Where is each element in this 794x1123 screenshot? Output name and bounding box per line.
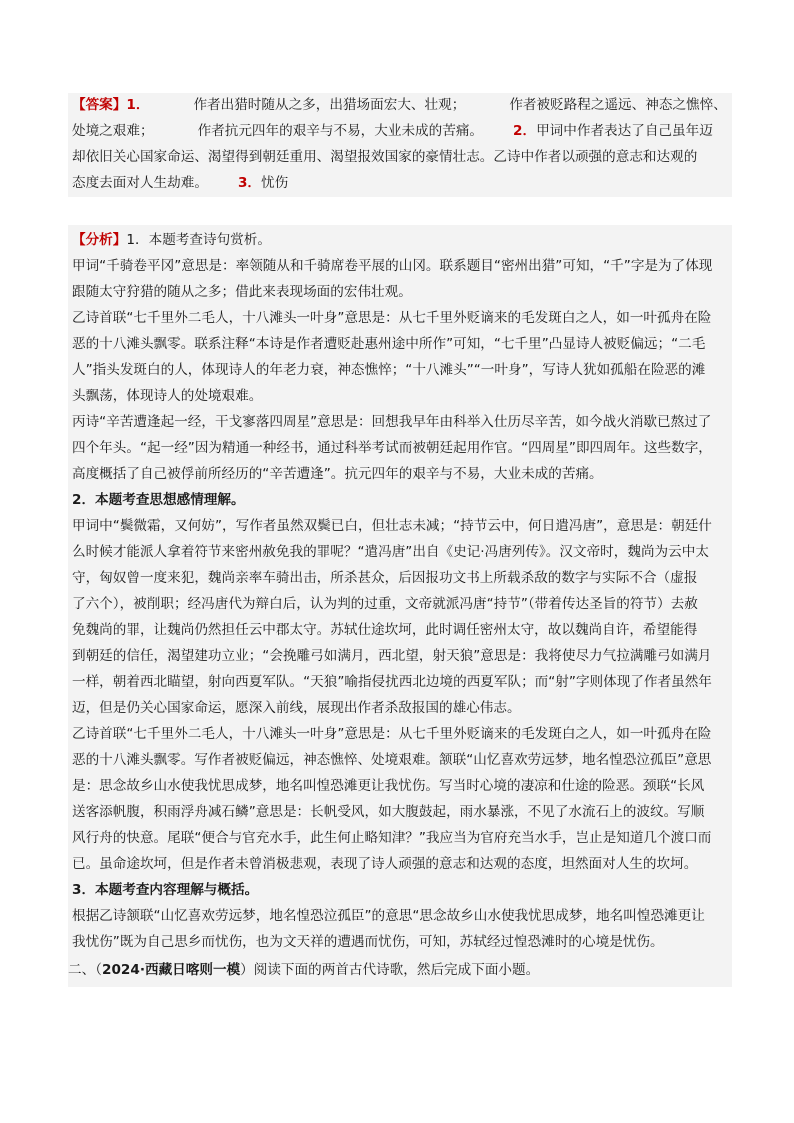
analysis-line: 甲词“千骑卷平冈”意思是：率领随从和千骑席卷平展的山冈。联系题目“密州出猎”可知，“千”字是为了体现 [72,258,713,274]
answer-text: 甲词中作者表达了自己虽年迈 [536,123,713,139]
analysis-tag: 【分析】 [72,232,127,248]
analysis-line: 我忧伤”既为自己思乡而忧伤，也为文天祥的遭遇而忧伤，可知，苏轼经过惶恐滩时的心境是忧伤。 [72,934,664,950]
analysis-line: 乙诗首联“七千里外二毛人，十八滩头一叶身”意思是：从七千里外贬谪来的毛发斑白之人，如一叶孤舟在险 [72,310,712,326]
answer-text: 作者出猎时随从之多，出猎场面宏大、壮观； [193,97,466,113]
answer-num-1: 1． [126,97,150,113]
question-heading [68,957,728,983]
analysis-heading: 1．本题考查诗句赏析。 [126,232,271,248]
answer-line-4 [72,170,732,196]
analysis-line: 头飘荡，体现诗人的处境艰难。 [72,388,263,404]
answer-line-1 [72,92,732,118]
exam-source: 2024·西藏日喀则一模 [101,962,241,978]
answer-text: 处境之艰难； [72,123,154,139]
answer-text: 作者被贬路程之遥远、神态之憔悴、 [509,97,727,113]
analysis-line: 么时候才能派人拿着符节来密州赦免我的罪呢？“遣冯唐”出自《史记·冯唐列传》。汉文帝时，魏尚为云中太 [72,544,709,560]
analysis-line: 免魏尚的罪，让魏尚仍然担任云中郡太守。苏轼仕途坎坷，此时调任密州太守，故以魏尚自许，希望能得 [72,622,698,638]
analysis-line: 恶的十八滩头飘零。写作者被贬偏远，神态憔悴、处境艰难。颔联“山忆喜欢劳远梦，地名惶恐泣孤臣”意思 [72,752,712,768]
analysis-line: 已。虽命途坎坷，但是作者未曾消极悲观，表现了诗人顽强的意志和达观的态度，坦然面对人生的坎坷。 [72,856,698,872]
analysis-line: 迈，但是仍关心国家命运，愿深入前线，展现出作者杀敌报国的雄心伟志。 [72,700,521,716]
analysis-line: 到朝廷的信任，渴望建功立业；“会挽雕弓如满月，西北望，射天狼”意思是：我将使尽力气拉满雕弓如满月 [72,648,712,664]
question-prefix: 二、（ [68,962,102,978]
analysis-head-3: 3．本题考查内容理解与概括。 [72,882,259,898]
analysis-line: 高度概括了自己被俘前所经历的“辛苦遭逢”。抗元四年的艰辛与不易，大业未成的苦痛。 [72,466,603,482]
analysis-line: 根据乙诗颔联“山忆喜欢劳远梦，地名惶恐泣孤臣”的意思“思念故乡山水使我忧思成梦，地名叫惶恐滩更让 [72,908,705,924]
answer-text: 忧伤 [261,175,289,191]
analysis-line: 丙诗“辛苦遭逢起一经，干戈寥落四周星”意思是：回想我早年由科举入仕历尽辛苦，如今战火消歇已熬过了 [72,414,712,430]
analysis-line: 恶的十八滩头飘零。联系注释“本诗是作者遭贬赴惠州途中所作”可知，“七千里”凸显诗人被贬偏远；“二毛 [72,336,706,352]
analysis-line: 乙诗首联“七千里外二毛人，十八滩头一叶身”意思是：从七千里外贬谪来的毛发斑白之人，如一叶孤舟在险 [72,726,712,742]
analysis-head-2: 2．本题考查思想感情理解。 [72,492,245,508]
analysis-line: 送客添帆腹，积雨浮舟减石鳞”意思是：长帆受风，如大腹鼓起，雨水暴涨，不见了水流石上的波纹。写顺 [72,804,705,820]
answer-line-2 [72,118,732,144]
analysis-line: 甲词中“鬓微霜，又何妨”，写作者虽然双鬓已白，但壮志未减；“持节云中，何日遣冯唐”，意思是：朝廷什 [72,518,712,534]
analysis-line: 跟随太守狩猎的随从之多；借此来表现场面的宏伟壮观。 [72,284,412,300]
answer-tag: 【答案】 [72,97,127,113]
question-text: ）阅读下面的两首古代诗歌，然后完成下面小题。 [240,962,540,978]
answer-text: 态度去面对人生劫难。 [72,175,208,191]
answer-text: 作者抗元四年的艰辛与不易，大业未成的苦痛。 [197,123,484,139]
analysis-line: 是：思念故乡山水使我忧思成梦，地名叫惶恐滩更让我忧伤。写当时心境的凄凉和仕途的险恶。颈联“长风 [72,778,705,794]
analysis-line: 一样，朝着西北瞄望，射向西夏军队。“天狼”喻指侵扰西北边境的西夏军队；而“射”字则体现了作者虽然年 [72,674,712,690]
analysis-line: 人”指头发斑白的人，体现诗人的年老力衰，神态憔悴；“十八滩头”“一叶身”，写诗人犹如孤船在险恶的滩 [72,362,706,378]
analysis-head-1 [72,227,732,253]
analysis-line: 守，匈奴曾一度来犯，魏尚亲率车骑出击，所杀甚众，后因报功文书上所载杀敌的数字与实际不合（虚报 [72,570,698,586]
analysis-line: 了六个），被削职；经冯唐代为辩白后，认为判的过重，文帝就派冯唐“持节”（带着传达圣旨的符节）去赦 [72,596,698,612]
analysis-line: 风行舟的快意。尾联“便合与官充水手，此生何止略知津？”我应当为官府充当水手，岂止是知道几个渡口而 [72,830,712,846]
answer-num-3: 3． [237,175,261,191]
analysis-line: 四个年头。“起一经”因为精通一种经书，通过科举考试而被朝廷起用作官。“四周星”即四周年。这些数字， [72,440,712,456]
answer-line-3: 却依旧关心国家命运、渴望得到朝廷重用、渴望报效国家的豪情壮志。乙诗中作者以顽强的意志和达观的 [72,149,698,165]
answer-num-2: 2． [513,123,537,139]
